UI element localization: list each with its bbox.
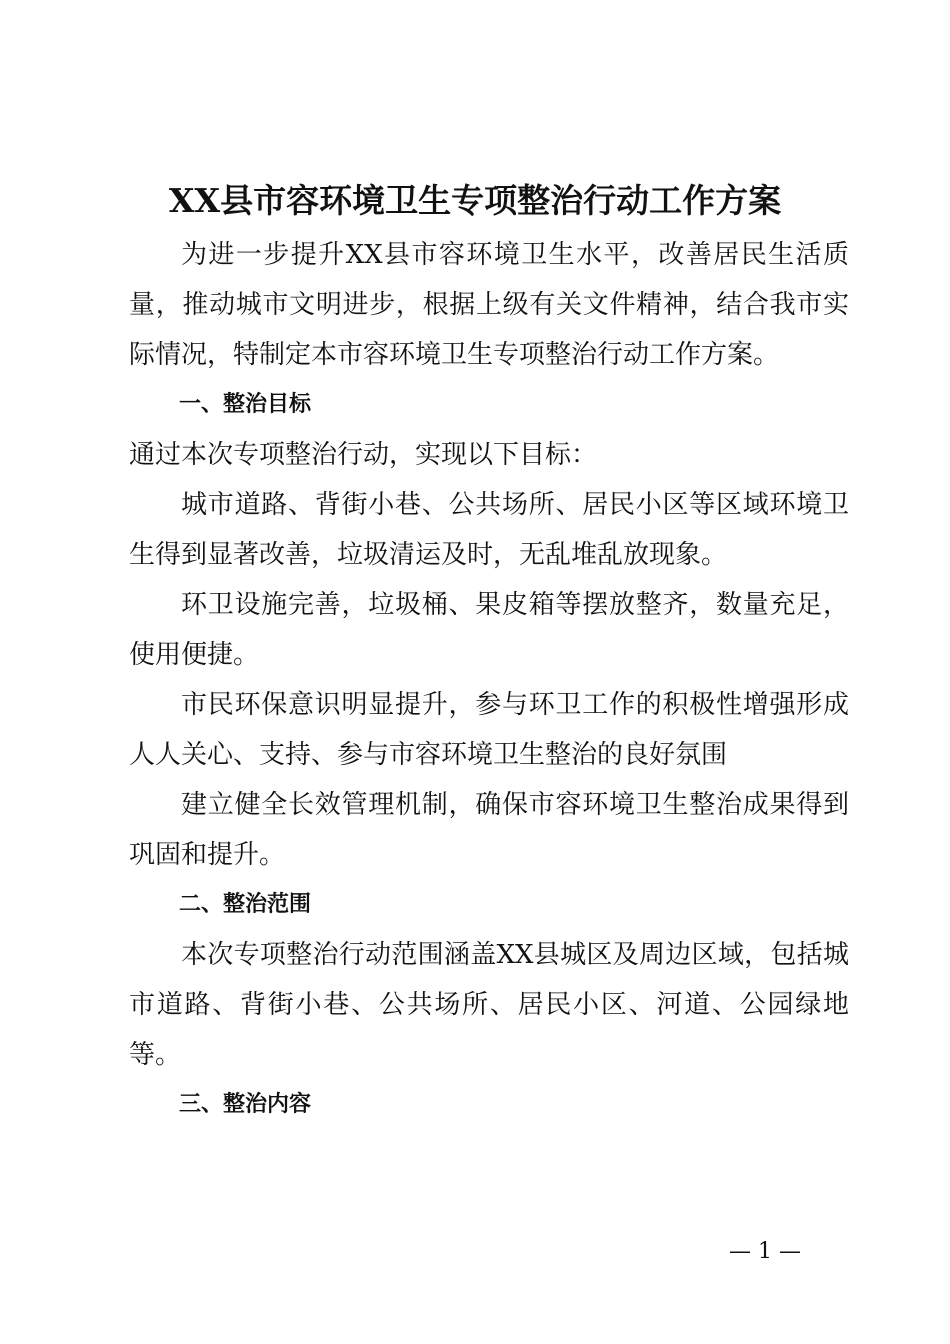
scope-paragraph: 本次专项整治行动范围涵盖XX县城区及周边区域，包括城市道路、背街小巷、公共场所、居民小区、河道、公园绿地等。 [129, 940, 849, 1070]
document-title: XX县市容环境卫生专项整治行动工作方案 [168, 181, 782, 220]
goal-item-3: 市民环保意识明显提升，参与环卫工作的积极性增强形成人人关心、支持、参与市容环境卫生整治的良好氛围 [129, 690, 849, 770]
goals-lead-paragraph: 通过本次专项整治行动，实现以下目标： [129, 440, 598, 470]
section-heading-goals: 一、整治目标 [179, 392, 312, 417]
document-body [129, 230, 849, 1130]
goal-item-4: 建立健全长效管理机制，确保市容环境卫生整治成果得到巩固和提升。 [129, 790, 849, 870]
goal-item-2: 环卫设施完善，垃圾桶、果皮箱等摆放整齐，数量充足，使用便捷。 [129, 590, 849, 670]
intro-paragraph: 为进一步提升XX县市容环境卫生水平，改善居民生活质量，推动城市文明进步，根据上级有关文件精神，结合我市实际情况，特制定本市容环境卫生专项整治行动工作方案。 [129, 240, 849, 370]
goal-item-1: 城市道路、背街小巷、公共场所、居民小区等区域环境卫生得到显著改善，垃圾清运及时，无乱堆乱放现象。 [129, 490, 849, 570]
section-heading-scope: 二、整治范围 [179, 892, 312, 917]
page-number: — 1 — [729, 1239, 801, 1264]
section-heading-content: 三、整治内容 [179, 1092, 312, 1117]
